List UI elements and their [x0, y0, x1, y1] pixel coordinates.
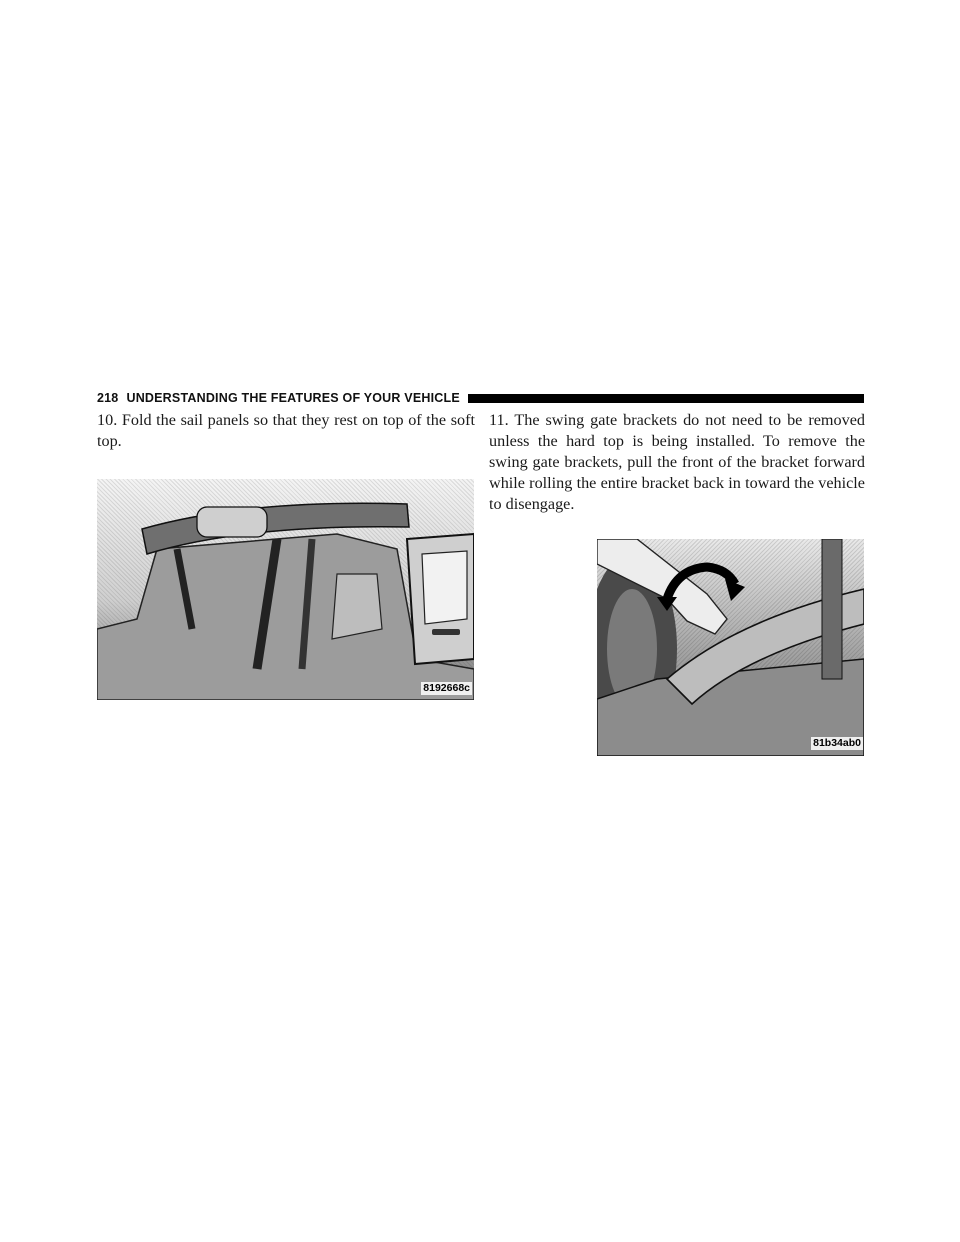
page-header [97, 391, 864, 405]
swing-gate-bracket-drawing [597, 539, 864, 756]
section-title: UNDERSTANDING THE FEATURES OF YOUR VEHICLE [126, 391, 460, 405]
header-rule [468, 394, 864, 403]
right-column [489, 410, 865, 515]
sail-panels-illustration [97, 479, 474, 700]
soft-top-vehicle-drawing [97, 479, 474, 700]
page-number: 218 [97, 391, 119, 405]
figure-code-8192668c: 8192668c [423, 682, 470, 694]
swing-gate-bracket-illustration [597, 539, 864, 756]
left-column [97, 410, 475, 452]
step-11-text: 11. The swing gate brackets do not need to be removed unless the hard top is being installed. To remove the swing gate brackets, pull the front of the bracket forward while rolling the entire bracket back in toward the vehicle to disengage. [489, 411, 865, 513]
figure-code-81b34ab0: 81b34ab0 [813, 737, 861, 749]
step-10-text: 10. Fold the sail panels so that they rest on top of the soft top. [97, 411, 475, 450]
